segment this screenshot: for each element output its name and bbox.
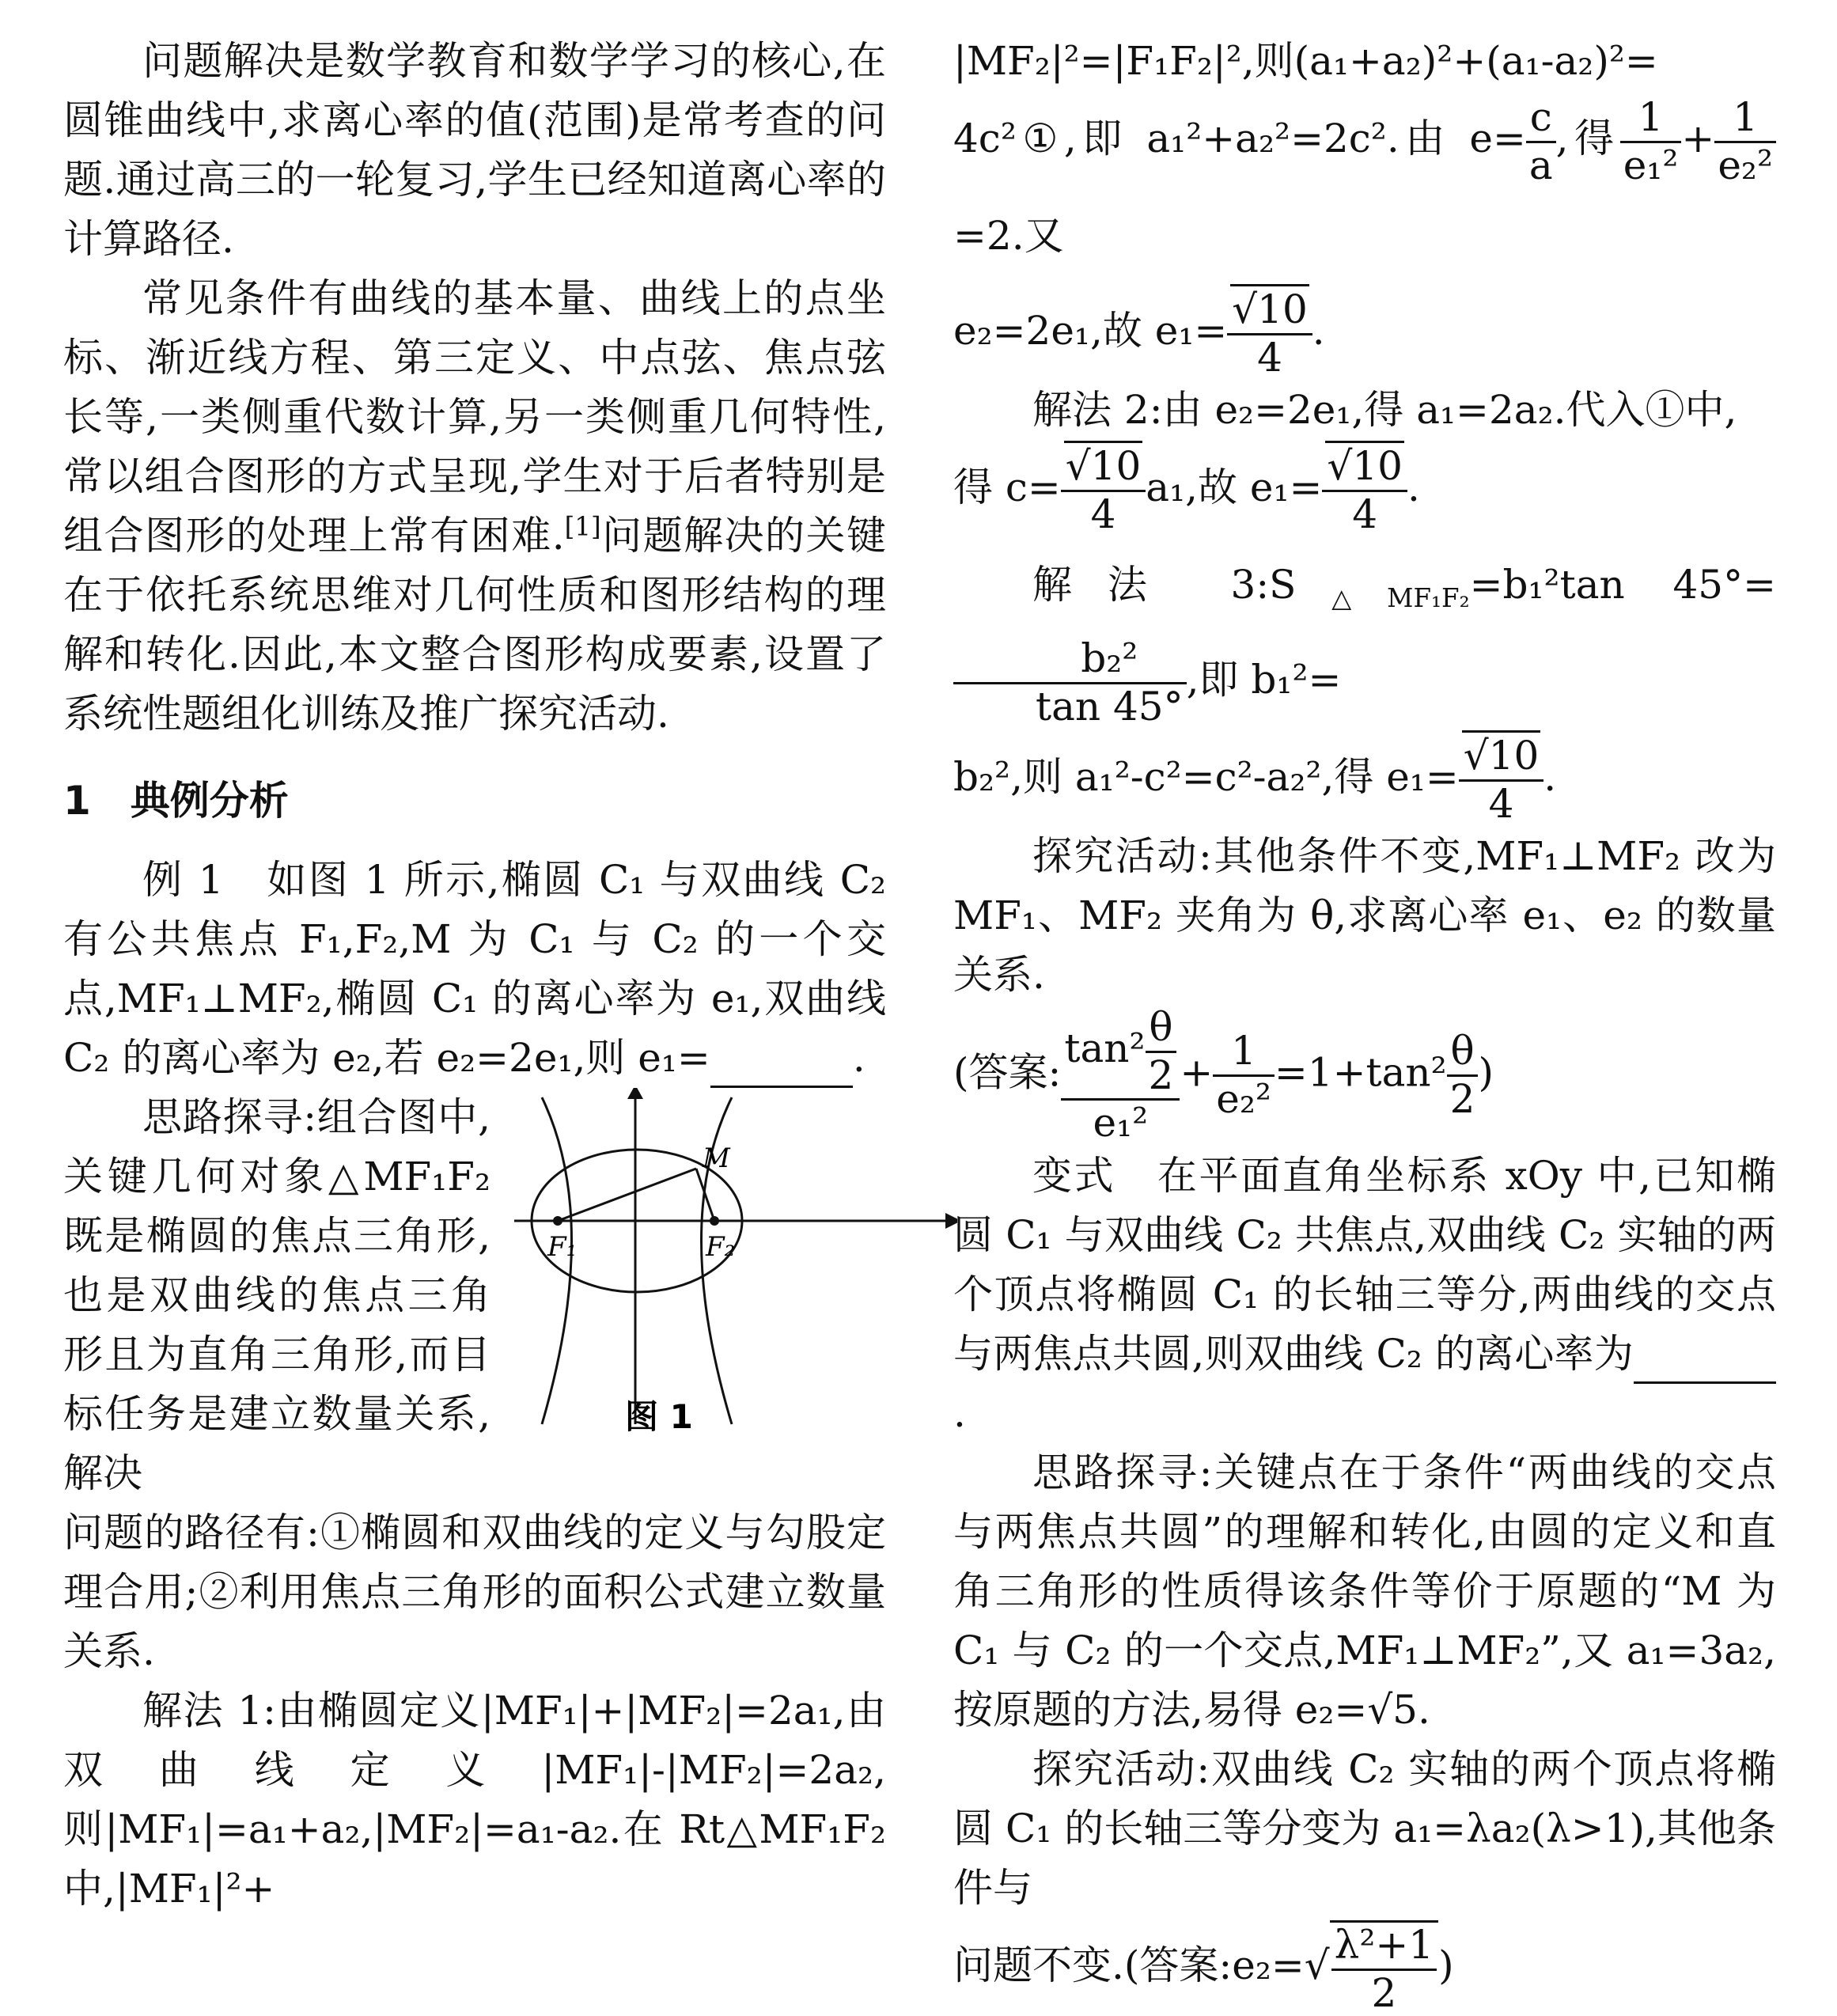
frac-den: 2 (1146, 1053, 1177, 1099)
frac-num (1061, 444, 1146, 492)
plus-sign: + (1180, 1049, 1213, 1095)
line2-text-b: ,得 (1556, 116, 1620, 161)
frac-num (1459, 733, 1543, 782)
fraction-lambda (1330, 1920, 1438, 2016)
example-1-end: . (853, 1035, 865, 1081)
right-line-2 (953, 91, 1776, 283)
solution-1: 解法 1:由椭圆定义|MF₁|+|MF₂|=2a₁,由双曲线定义|MF₁|-|MF₂|=2a₂,则|MF₁|=a₁+a₂,|MF₂|=a₁-a₂.在 Rt△MF₁F₂ 中,|MF₁|²+ (63, 1681, 886, 1919)
frac-num: 1 (1714, 95, 1776, 143)
right-line-1: |MF₂|²=|F₁F₂|²,则(a₁+a₂)²+(a₁-a₂)²= (953, 32, 1776, 91)
answer-2-close: ) (1438, 1942, 1454, 1988)
label-m: M (702, 1143, 731, 1174)
conditions-text-b: 问题解决的关键在于依托系统思维对几何性质和图形结构的理解和转化.因此,本文整合图形构成要素,设置了系统性题组化训练及推广探究活动. (63, 513, 886, 737)
answer-open: (答案: (953, 1049, 1061, 1095)
left-column (63, 32, 886, 1919)
frac-den: 4 (1227, 335, 1312, 381)
focus-f2-point (710, 1216, 719, 1226)
right-column (953, 32, 1776, 2016)
frac-num: θ (1146, 1005, 1177, 1053)
figure-caption: 图 1 (625, 1397, 693, 1436)
fraction-1-over-e2sq (1213, 1029, 1275, 1122)
sol3-text-b: =b₁²tan 45°= (1470, 562, 1776, 608)
frac-den: tan 45° (953, 684, 1187, 730)
thought-beside-figure: 思路探寻:组合图中,关键几何对象△MF₁F₂ 既是椭圆的焦点三角形,也是双曲线的焦点三角形且为直角三角形,而目标任务是建立数量关系,解决 (63, 1088, 490, 1503)
right-line-3 (953, 283, 1776, 381)
variant-text: 变式 在平面直角坐标系 xOy 中,已知椭圆 C₁ 与双曲线 C₂ 共焦点,双曲线 C₂ 实轴的两个顶点将椭圆 C₁ 的长轴三等分,两曲线的交点与两焦点共圆,则双曲线 C₂ 的离心率为 (953, 1153, 1776, 1377)
period: . (1407, 464, 1420, 510)
fraction-b2sq-over-tan45 (953, 636, 1187, 729)
sqrt-10: √10 (1230, 284, 1309, 332)
fraction-1-over-e2sq (1714, 95, 1776, 188)
line2-text-c: =2.又 (953, 213, 1064, 259)
sol3-subscript: △MF₁F₂ (1296, 583, 1469, 613)
thought-after-figure: 问题的路径有:①椭圆和双曲线的定义与勾股定理合用;②利用焦点三角形的面积公式建立数量关系. (63, 1503, 886, 1681)
frac-num (1061, 1005, 1180, 1101)
fraction-tan-over-e1sq (1061, 1005, 1180, 1146)
frac-num: b₂² (953, 636, 1187, 684)
figure-1-diagram (506, 1088, 957, 1436)
fraction-theta-over-2 (1447, 1029, 1479, 1122)
fraction-1-over-e1sq (1620, 95, 1682, 188)
citation-ref: [1] (565, 511, 601, 541)
exploration-2: 探究活动:双曲线 C₂ 实轴的两个顶点将椭圆 C₁ 的长轴三等分变为 a₁=λa₂(λ>1),其他条件与 (953, 1740, 1776, 1918)
answer-1 (953, 1005, 1776, 1146)
solution-3-line-1 (953, 537, 1776, 729)
frac-num: 1 (1620, 95, 1682, 143)
answer-close: ) (1478, 1049, 1494, 1095)
example-1 (63, 851, 886, 1088)
answer-2-text: 问题不变.(答案:e₂= (953, 1942, 1305, 1988)
variant-end: . (953, 1390, 966, 1436)
intro-paragraph: 问题解决是数学教育和数学学习的核心,在圆锥曲线中,求离心率的值(范围)是常考查的问题.通过高三的一轮复习,学生已经知道离心率的计算路径. (63, 32, 886, 269)
frac-den: a (1526, 143, 1556, 189)
frac-num: 1 (1213, 1029, 1275, 1077)
frac-num: θ (1447, 1029, 1479, 1077)
conditions-text-a: 常见条件有曲线的基本量、曲线上的点坐标、渐近线方程、第三定义、中点弦、焦点弦长等,一类侧重代数计算,另一类侧重几何特性,常以组合图形的方式呈现,学生对于后者特别是组合图形的处理上常有困难. (63, 275, 886, 559)
fraction-sqrt10-over-4 (1227, 287, 1312, 381)
fraction-sqrt10-over-4 (1459, 733, 1543, 827)
frac-den: 2 (1447, 1077, 1479, 1123)
frac-den: e₂² (1714, 143, 1776, 189)
period: . (1543, 754, 1556, 800)
sqrt-10: √10 (1462, 730, 1540, 779)
figure-block (63, 1088, 886, 1503)
thought-2: 思路探寻:关键点在于条件“两曲线的交点与两焦点共圆”的理解和转化,由圆的定义和直角三角形的性质得该条件等价于原题的“M 为 C₁ 与 C₂ 的一个交点,MF₁⊥MF₂”,又 a₁=3a₂,按原题的方法,易得 e₂=√5. (953, 1443, 1776, 1740)
fraction-sqrt10-over-4 (1061, 444, 1146, 537)
frac-den: 4 (1459, 782, 1543, 828)
solution-2-line-2 (953, 440, 1776, 537)
answer-mid: =1+tan² (1275, 1049, 1447, 1095)
label-f1: F₁ (547, 1231, 577, 1263)
answer-blank (710, 1046, 853, 1088)
focus-f1-point (553, 1216, 562, 1226)
period: . (1312, 308, 1325, 354)
sol2-text-b: 得 c= (953, 464, 1061, 510)
solution-3-line-2 (953, 729, 1776, 827)
sqrt-10: √10 (1325, 441, 1403, 489)
sol2-text-c: a₁,故 e₁= (1146, 464, 1322, 510)
sol3-text-c: ,即 b₁²= (1187, 657, 1342, 703)
exploration-1: 探究活动:其他条件不变,MF₁⊥MF₂ 改为 MF₁、MF₂ 夹角为 θ,求离心率 e₁、e₂ 的数量关系. (953, 827, 1776, 1005)
frac-num (1322, 444, 1407, 492)
answer-2: 问题不变.(答案:e₂=√ $\frac{\text{λ²+1}}{2}$ ) (953, 1918, 1776, 2016)
line3-text: e₂=2e₁,故 e₁= (953, 308, 1227, 354)
fraction-c-over-a (1526, 95, 1556, 188)
variant-problem (953, 1146, 1776, 1443)
sol3-text-d: b₂²,则 a₁²-c²=c²-a₂²,得 e₁= (953, 754, 1459, 800)
solution-2-line-1: 解法 2:由 e₂=2e₁,得 a₁=2a₂.代入①中, (953, 381, 1776, 440)
frac-num: λ²+1 (1331, 1923, 1437, 1971)
frac-den: e₁² (1061, 1101, 1180, 1146)
frac-den: 2 (1331, 1971, 1437, 2016)
frac-num: c (1526, 95, 1556, 143)
frac-den: 4 (1061, 492, 1146, 538)
segment-mf1 (558, 1169, 696, 1221)
conditions-paragraph (63, 269, 886, 744)
frac-num (1227, 287, 1312, 335)
label-f2: F₂ (705, 1231, 735, 1263)
segment-mf2 (696, 1169, 714, 1221)
fraction-theta-over-2 (1146, 1005, 1177, 1098)
example-1-text: 例 1 如图 1 所示,椭圆 C₁ 与双曲线 C₂ 有公共焦点 F₁,F₂,M 为 C₁ 与 C₂ 的一个交点,MF₁⊥MF₂,椭圆 C₁ 的离心率为 e₁,双曲线 C₂ 的离心率为 e₂,若 e₂=2e₁,则 e₁= (63, 857, 886, 1081)
fraction-sqrt10-over-4 (1322, 444, 1407, 537)
answer-blank (1634, 1342, 1776, 1384)
section-heading: 1 典例分析 (63, 771, 886, 831)
sol3-text-a: 解法 3:S (1032, 562, 1296, 608)
frac-den: e₂² (1213, 1077, 1275, 1123)
line2-text-a: 4c²①,即 a₁²+a₂²=2c².由 e= (953, 116, 1526, 161)
sqrt-10: √10 (1064, 441, 1142, 489)
y-axis-arrow (627, 1088, 643, 1099)
frac-den: e₁² (1620, 143, 1682, 189)
frac-den: 4 (1322, 492, 1407, 538)
tan-squared: tan² (1064, 1025, 1145, 1071)
plus-sign: + (1681, 116, 1714, 161)
